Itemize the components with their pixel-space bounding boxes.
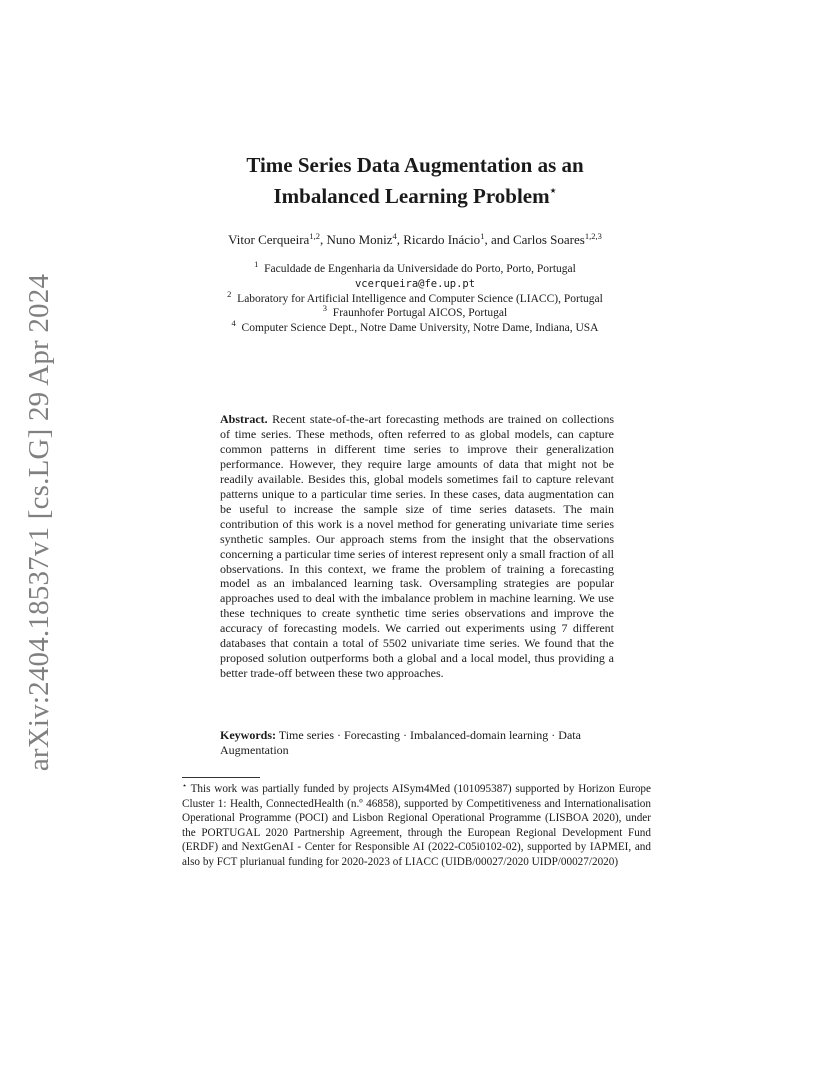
affiliation-list bbox=[150, 259, 680, 336]
title-line-1: Time Series Data Augmentation as an bbox=[246, 153, 584, 177]
footnote-marker: ⋆ bbox=[182, 781, 188, 790]
affiliation-number: 1 bbox=[254, 259, 259, 269]
keywords-text: Time series · Forecasting · Imbalanced-domain learning · Data Augmentation bbox=[220, 728, 581, 757]
author-affiliation-sup: 1,2 bbox=[309, 231, 320, 241]
author-name: Vitor Cerqueira bbox=[228, 232, 310, 247]
arxiv-identifier-stamp bbox=[20, 273, 60, 772]
arxiv-identifier-text: arXiv:2404.18537v1 [cs.LG] 29 Apr 2024 bbox=[23, 273, 56, 772]
paper-title bbox=[150, 152, 680, 209]
author-name: Carlos Soares bbox=[512, 232, 585, 247]
author-separator: , bbox=[396, 232, 404, 247]
title-line-2-text: Imbalanced Learning Problem bbox=[273, 184, 550, 208]
affiliation-1 bbox=[150, 259, 680, 277]
affiliation-text: Fraunhofer Portugal AICOS, Portugal bbox=[332, 307, 508, 320]
keywords bbox=[220, 728, 614, 758]
keywords-label: Keywords: bbox=[220, 728, 276, 742]
email-link[interactable]: vcerqueira@fe.up.pt bbox=[354, 277, 476, 290]
author-separator: , bbox=[319, 232, 327, 247]
affiliation-number: 2 bbox=[227, 288, 232, 299]
author-affiliation-sup: 4 bbox=[392, 231, 397, 241]
author-separator: , and bbox=[484, 232, 513, 247]
footnote-divider bbox=[182, 777, 260, 778]
abstract-label: Abstract. bbox=[220, 412, 268, 426]
author-name: Ricardo Inácio bbox=[403, 232, 481, 247]
author-affiliation-sup: 1,2,3 bbox=[584, 231, 602, 241]
affiliation-4 bbox=[150, 318, 680, 336]
footnote-text: This work was partially funded by projects AISym4Med (101095387) supported by Horizon Europe Cluster 1: Health, ConnectedHealth (n.º 46858), supported by Competitiveness and Internationalisation Operational Programme (POCI) and Lisbon Regional Operational Programme (LISBOA 2020), under the PORTUGAL 2020 Partnership Agreement, through the European Regional Development Fund (ERDF) and NextGenAI - Center for Responsible AI (2022-C05i0102-02), supported by IAPMEI, and also by FCT plurianual funding for 2020-2023 of LIACC (UIDB/00027/2020 UIDP/00027/2020) bbox=[182, 783, 651, 868]
affiliation-text: Computer Science Dept., Notre Dame University, Notre Dame, Indiana, USA bbox=[241, 322, 599, 335]
affiliation-number: 3 bbox=[322, 303, 328, 314]
affiliation-3 bbox=[150, 303, 680, 321]
affiliation-2 bbox=[150, 288, 680, 307]
title-line-2 bbox=[150, 178, 680, 209]
abstract bbox=[220, 412, 614, 681]
author-affiliation-sup: 1 bbox=[480, 231, 485, 241]
affiliation-text: Faculdade de Engenharia da Universidade do Porto, Porto, Portugal bbox=[264, 263, 576, 275]
author-name: Nuno Moniz bbox=[326, 232, 393, 247]
affiliation-number: 4 bbox=[231, 318, 236, 329]
abstract-text: Recent state-of-the-art forecasting methods are trained on collections of time series. These methods, often referred to as global models, can capture common patterns in different time series to improve their generalization performance. However, they require large amounts of data that might not be readily available. Besides this, global models sometimes fail to capture relevant patterns unique to a particular time series. In these cases, data augmentation can be useful to increase the sample size of time series datasets. The main contribution of this work is a novel method for generating univariate time series synthetic samples. Our approach stems from the insight that the observations concerning a particular time series of interest represent only a small fraction of all observations. In this context, we frame the problem of training a forecasting model as an imbalanced learning task. Oversampling strategies are popular approaches used to deal with the imbalance problem in machine learning. We use these techniques to create synthetic time series observations and improve the accuracy of forecasting models. We carried out experiments using 7 different databases that contain a total of 5502 univariate time series. We found that the proposed solution outperforms both a global and a local model, thus providing a better trade-off between these two approaches. bbox=[220, 412, 615, 681]
funding-footnote bbox=[182, 782, 651, 869]
author-list bbox=[150, 232, 680, 248]
affiliation-text: Laboratory for Artificial Intelligence and Computer Science (LIACC), Portugal bbox=[237, 292, 603, 305]
title-footnote-marker[interactable]: ⋆ bbox=[549, 185, 557, 197]
